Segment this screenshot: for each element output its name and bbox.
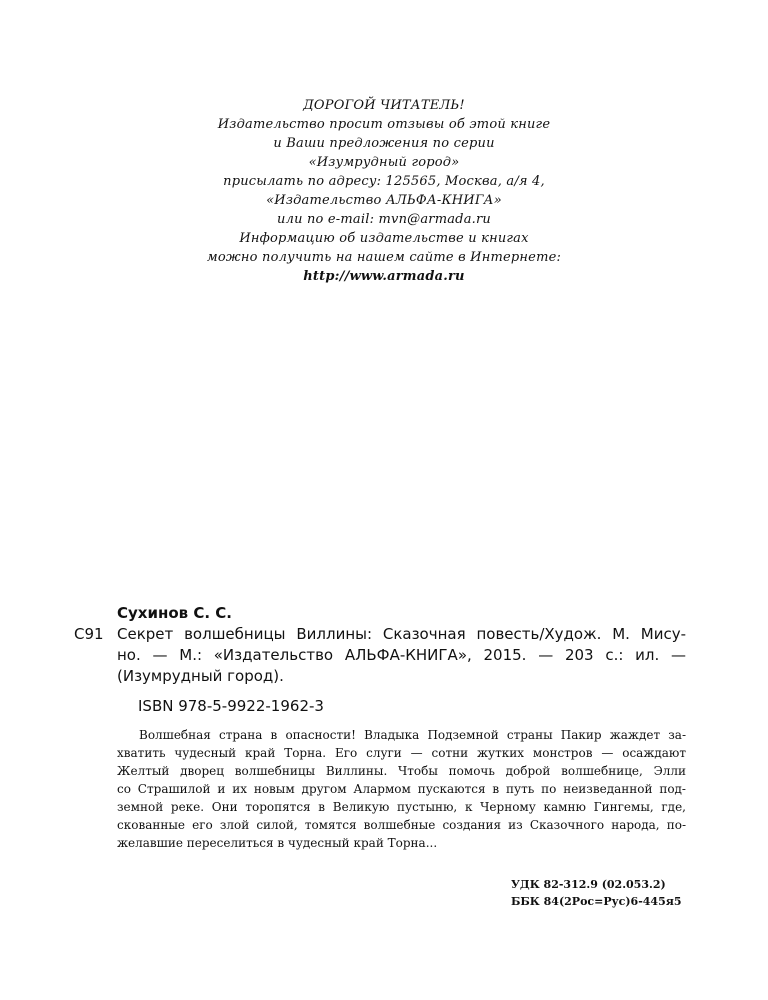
classification-codes <box>511 876 682 910</box>
annotation-line: скованные его злой силой, томятся волшебные создания из Сказочного народа, по- <box>117 818 686 832</box>
notice-heading: ДОРОГОЙ ЧИТАТЕЛЬ! <box>303 98 465 113</box>
reader-notice <box>0 96 768 286</box>
annotation-line: Желтый дворец волшебницы Виллины. Чтобы помочь доброй волшебнице, Элли <box>117 764 686 778</box>
udk-code: УДК 82-312.9 (02.053.2) <box>511 878 666 891</box>
notice-line: присылать по адресу: 125565, Москва, а/я 4, <box>223 174 545 189</box>
bbk-code: ББК 84(2Рос=Рус)6-445я5 <box>511 895 682 908</box>
bibliographic-record <box>74 603 686 717</box>
annotation-line: со Страшилой и их новым другом Алармом пускаются в путь по неизведанной под- <box>117 782 686 796</box>
notice-line: «Изумрудный город» <box>308 155 460 170</box>
annotation-line: желавшие переселиться в чудесный край Торна... <box>117 836 438 850</box>
website-link[interactable]: http://www.armada.ru <box>303 269 465 284</box>
bibliographic-entry <box>74 624 686 687</box>
isbn: ISBN 978-5-9922-1962-3 <box>138 697 324 715</box>
author-name: Сухинов С. С. <box>117 604 232 622</box>
notice-line: Информацию об издательстве и книгах <box>239 231 529 246</box>
annotation-line: земной реке. Они торопятся в Великую пустыню, к Черному камню Гингемы, где, <box>117 800 686 814</box>
annotation-line: Волшебная страна в опасности! Владыка Подземной страны Пакир жаждет за- <box>139 728 686 742</box>
notice-line: можно получить на нашем сайте в Интернете: <box>206 250 562 265</box>
annotation-line: хватить чудесный край Торна. Его слуги — сотни жутких монстров — осаждают <box>117 746 686 760</box>
annotation <box>117 726 686 852</box>
entry-line: Секрет волшебницы Виллины: Сказочная повесть/Худож. М. Мису- <box>117 625 686 643</box>
notice-line: Издательство просит отзывы об этой книге <box>217 117 551 132</box>
notice-line: или по e-mail: mvn@armada.ru <box>277 212 491 227</box>
entry-line: (Изумрудный город). <box>117 667 284 685</box>
notice-line: и Ваши предложения по серии <box>273 136 495 151</box>
author-sign: С91 <box>74 625 104 643</box>
entry-line: но. — М.: «Издательство АЛЬФА-КНИГА», 2015. — 203 с.: ил. — <box>117 646 686 664</box>
notice-line: «Издательство АЛЬФА-КНИГА» <box>266 193 502 208</box>
